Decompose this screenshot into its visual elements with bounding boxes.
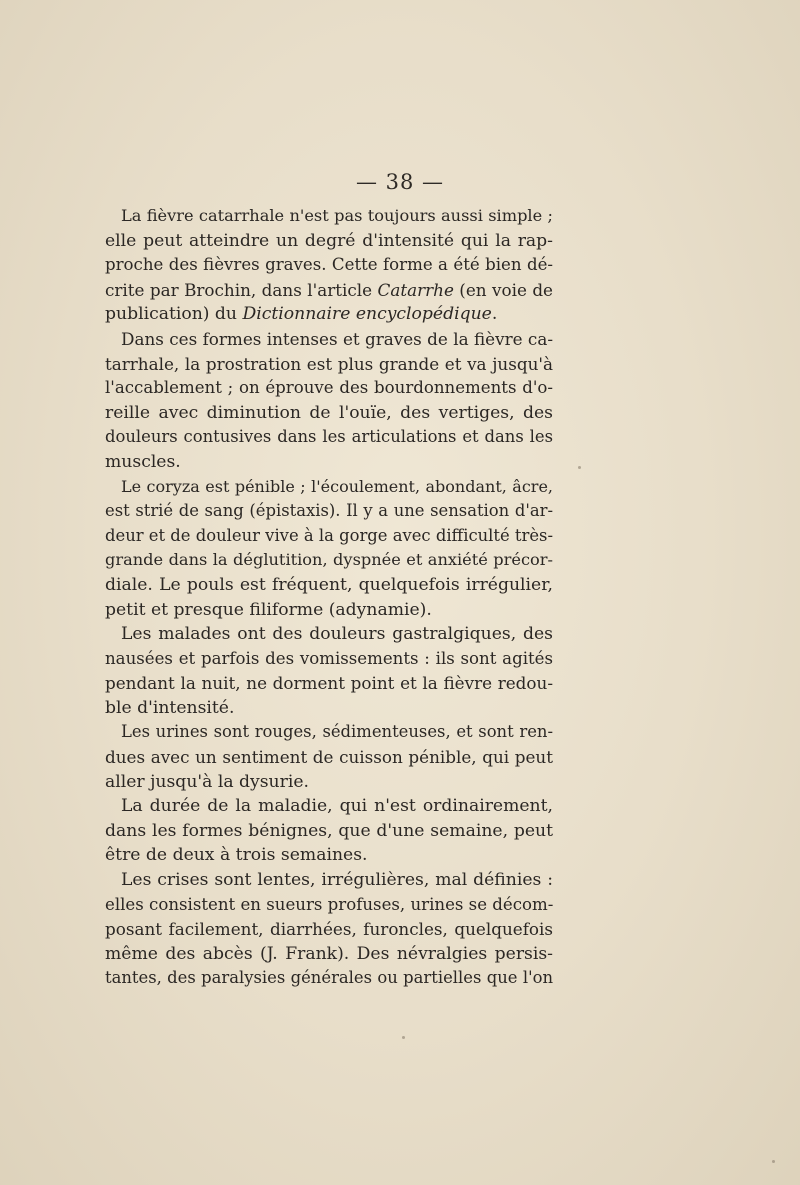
text-line: Dans ces formes intenses et graves de la fièvre ca- xyxy=(121,328,553,349)
text-line: proche des fièvres graves. Cette forme a été bien dé- xyxy=(105,255,553,275)
paper-speck xyxy=(402,1036,405,1039)
text-line: diale. Le pouls est fréquent, quelquefois irrégulier, xyxy=(105,574,553,595)
text-line: elle peut atteindre un degré d'intensité qui la rap- xyxy=(105,230,553,251)
paper-speck xyxy=(772,1160,775,1163)
text-line: tarrhale, la prostration est plus grande et va jusqu'à xyxy=(105,353,553,374)
text-line: Les urines sont rouges, sédimenteuses, et sont ren- xyxy=(121,722,553,742)
text-line: deur et de douleur vive à la gorge avec difficulté très- xyxy=(105,525,553,545)
paper-speck xyxy=(578,466,581,469)
text-line: Les malades ont des douleurs gastralgiques, des xyxy=(121,624,553,645)
text-line: La durée de la maladie, qui n'est ordinairement, xyxy=(121,796,553,817)
text-line: nausées et parfois des vomissements : ils sont agités xyxy=(105,648,553,668)
text-line: douleurs contusives dans les articulations et dans les xyxy=(105,427,553,447)
body-text xyxy=(105,204,553,991)
text-line: dans les formes bénignes, que d'une semaine, peut xyxy=(105,820,553,841)
text-line: même des abcès (J. Frank). Des névralgies persis- xyxy=(105,943,553,964)
text-line: Les crises sont lentes, irrégulières, mal définies : xyxy=(121,870,553,891)
text-line: l'accablement ; on éprouve des bourdonnements d'o- xyxy=(105,378,553,398)
text-line: La fièvre catarrhale n'est pas toujours aussi simple ; xyxy=(121,206,553,225)
text-line: elles consistent en sueurs profuses, urines se décom- xyxy=(105,894,554,914)
page-number: — 38 — xyxy=(355,170,445,194)
text-line: être de deux à trois semaines. xyxy=(105,845,368,866)
text-line: ble d'intensité. xyxy=(105,697,235,718)
text-line: aller jusqu'à la dysurie. xyxy=(105,771,309,792)
text-line: Le coryza est pénible ; l'écoulement, abondant, âcre, xyxy=(121,476,553,496)
text-line: petit et presque filiforme (adynamie). xyxy=(105,599,432,620)
text-line: publication) du Dictionnaire encyclopédique. xyxy=(105,304,498,325)
text-line: est strié de sang (épistaxis). Il y a une sensation d'ar- xyxy=(105,501,553,521)
text-line: pendant la nuit, ne dorment point et la fièvre redou- xyxy=(105,673,553,694)
text-line: tantes, des paralysies générales ou partielles que l'on xyxy=(105,968,553,988)
text-line: dues avec un sentiment de cuisson pénible, qui peut xyxy=(105,747,553,768)
text-line: grande dans la déglutition, dyspnée et anxiété précor- xyxy=(105,550,553,570)
text-line: posant facilement, diarrhées, furoncles, quelquefois xyxy=(105,919,553,940)
text-line: muscles. xyxy=(105,451,181,472)
text-line: crite par Brochin, dans l'article Catarrhe (en voie de xyxy=(105,279,553,300)
text-line: reille avec diminution de l'ouïe, des vertiges, des xyxy=(105,402,553,423)
